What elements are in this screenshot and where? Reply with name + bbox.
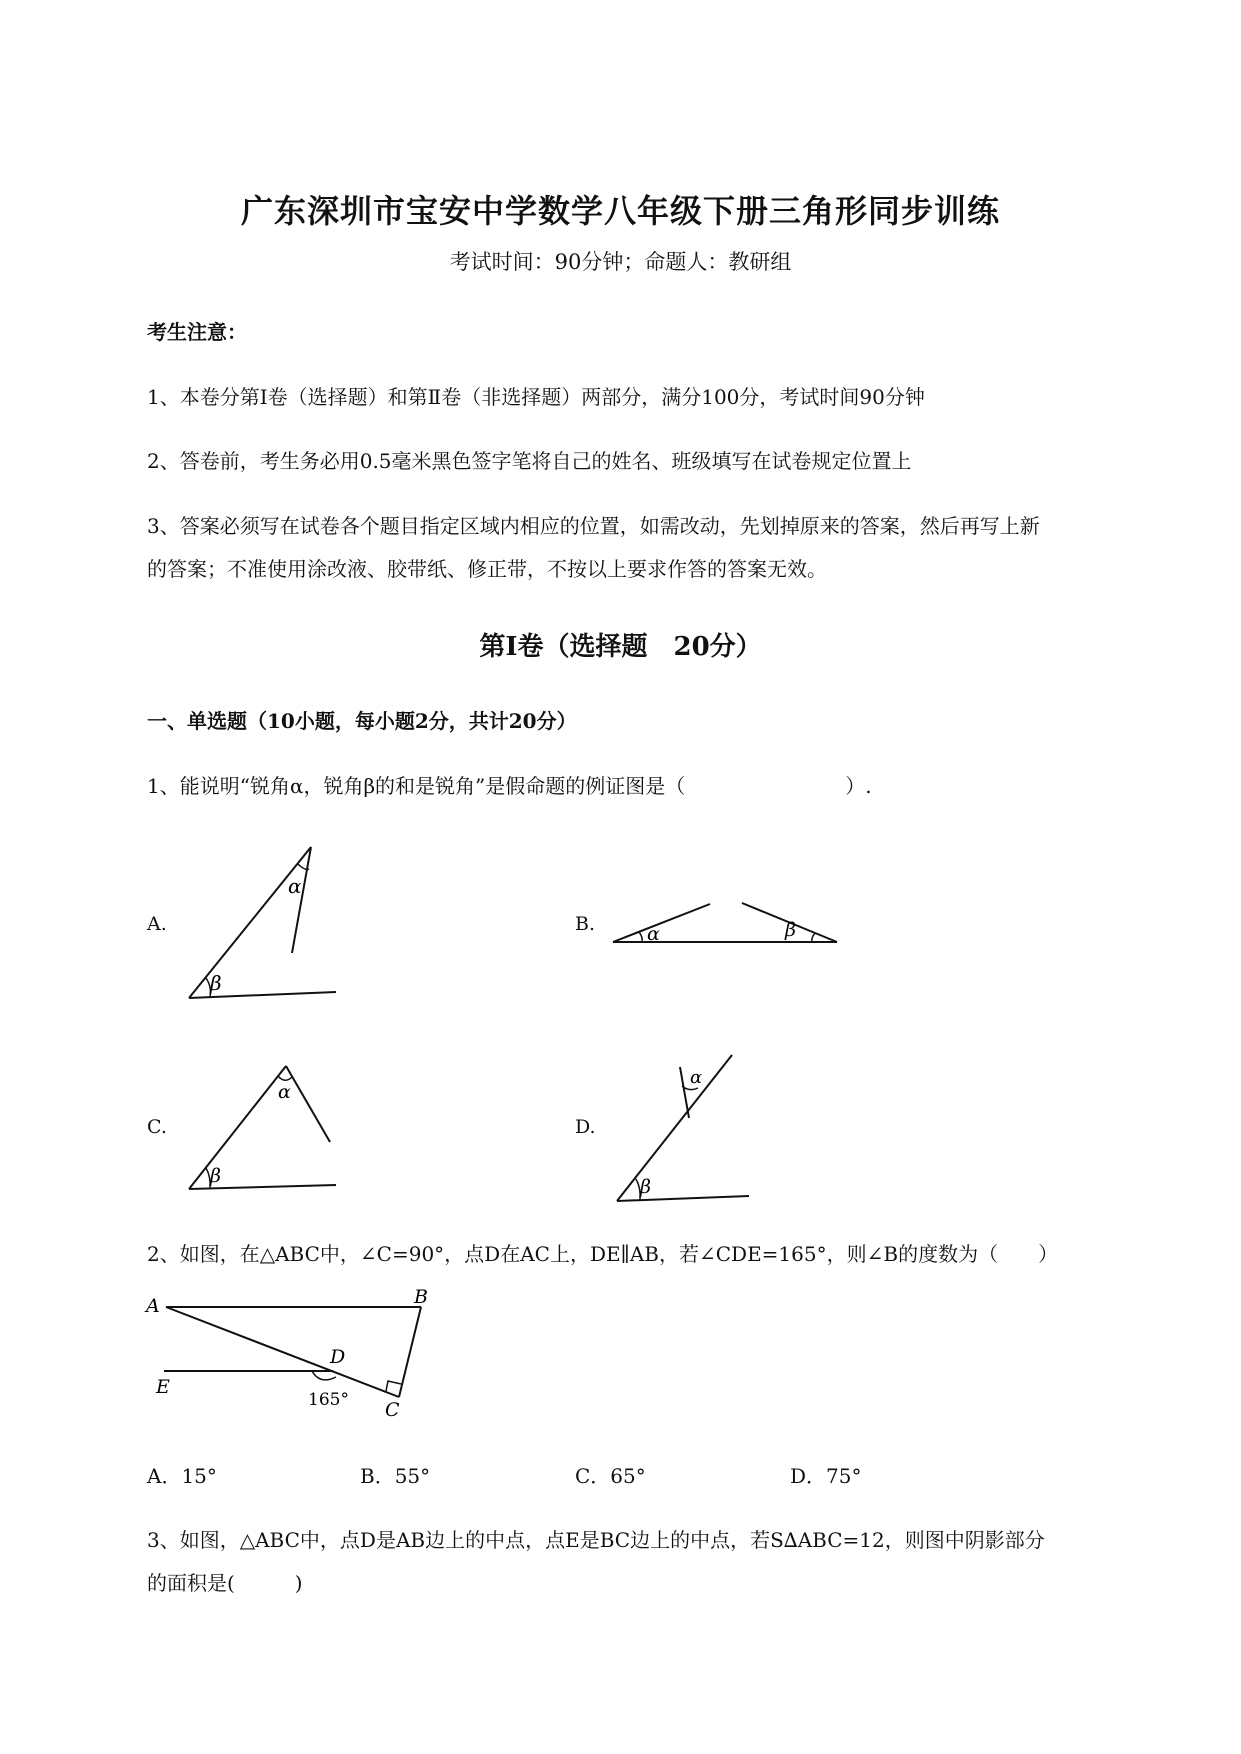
page-title: 广东深圳市宝安中学数学八年级下册三角形同步训练 [240, 192, 1000, 230]
alpha-label: α [690, 1067, 703, 1088]
q1-option-b-label: B. [575, 913, 596, 935]
beta-label: β [210, 1165, 221, 1187]
notice-item-3-cont: 的答案；不准使用涂改液、胶带纸、修正带，不按以上要求作答的答案无效。 [147, 557, 827, 581]
point-d-label: D [330, 1346, 346, 1368]
question-group-title: 一、单选题（10小题，每小题2分，共计20分） [147, 709, 577, 733]
question-3-text-cont: 的面积是( ) [147, 1571, 303, 1595]
vertex-c-label: C [385, 1399, 400, 1421]
q1-figure-b [605, 890, 845, 950]
q2-option-b: B．55° [360, 1464, 431, 1488]
question-3-text: 3、如图，△ABC中，点D是AB边上的中点，点E是BC边上的中点，若S∆ABC=12，则图中阴影部分 [147, 1528, 1045, 1552]
q1-option-d-label: D. [575, 1116, 596, 1138]
q1-figure-a [180, 835, 350, 1005]
alpha-label: α [278, 1081, 291, 1103]
question-2-text: 2、如图，在△ABC中，∠C=90°，点D在AC上，DE∥AB，若∠CDE=165°，则∠B的度数为（ ） [147, 1242, 1059, 1266]
beta-label: β [210, 971, 222, 995]
notice-item-2: 2、答卷前，考生务必用0.5毫米黑色签字笔将自己的姓名、班级填写在试卷规定位置上 [147, 449, 912, 473]
q2-option-c: C．65° [575, 1464, 646, 1488]
beta-label: β [640, 1176, 651, 1198]
q2-figure [140, 1285, 450, 1425]
notice-item-1: 1、本卷分第Ⅰ卷（选择题）和第Ⅱ卷（非选择题）两部分，满分100分，考试时间90分钟 [147, 385, 925, 409]
q1-figure-c [180, 1060, 350, 1195]
q2-option-d: D．75° [790, 1464, 862, 1488]
point-e-label: E [156, 1376, 170, 1398]
vertex-a-label: A [146, 1295, 160, 1317]
beta-label: β [785, 919, 796, 941]
alpha-label: α [288, 874, 302, 898]
notice-item-3: 3、答案必须写在试卷各个题目指定区域内相应的位置，如需改动，先划掉原来的答案，然后再写上新 [147, 514, 1040, 538]
q1-option-a-label: A. [147, 913, 167, 935]
section-title: 第Ⅰ卷（选择题 20分） [479, 632, 762, 662]
angle-label: 165° [308, 1390, 349, 1410]
alpha-label: α [647, 923, 660, 945]
exam-info: 考试时间：90分钟；命题人：教研组 [449, 250, 792, 274]
q1-option-c-label: C. [147, 1116, 167, 1138]
vertex-b-label: B [414, 1286, 428, 1308]
notice-heading: 考生注意： [147, 320, 247, 344]
q2-option-a: A．15° [147, 1464, 217, 1488]
question-1-text: 1、能说明“锐角α，锐角β的和是锐角”是假命题的例证图是（ ）. [147, 774, 872, 798]
q1-figure-d [610, 1050, 760, 1210]
